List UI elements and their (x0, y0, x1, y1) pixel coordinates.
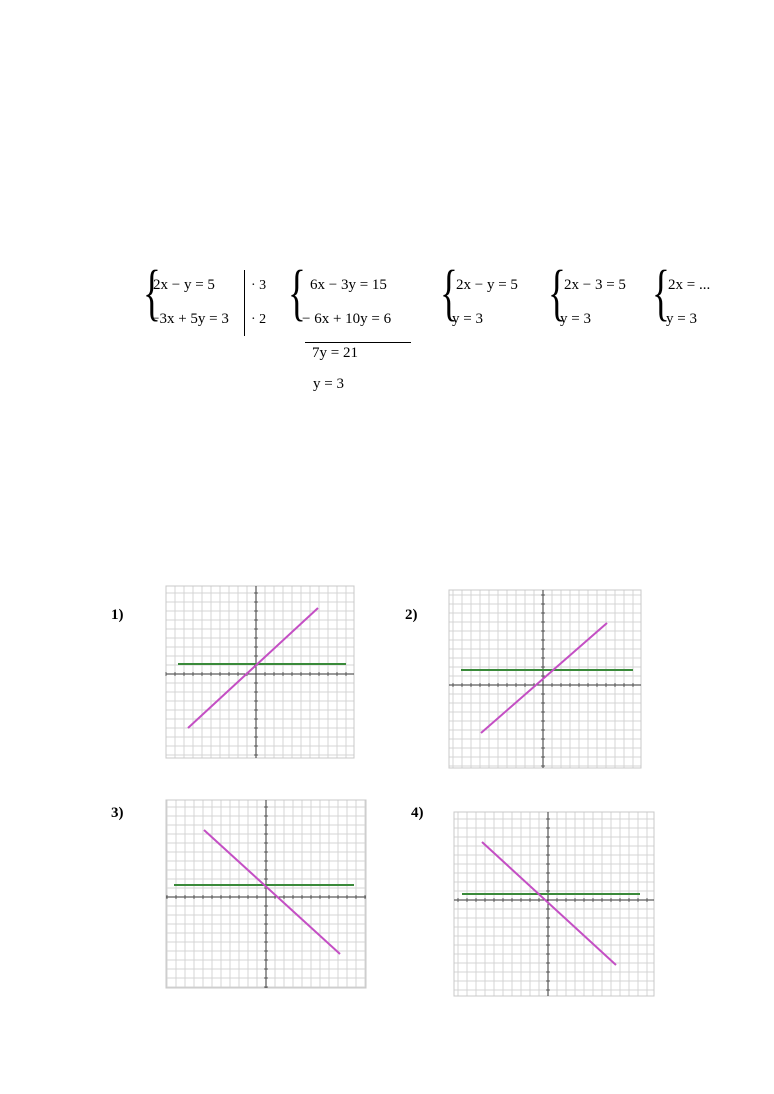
system-5-eq-2: y = 3 (666, 311, 697, 327)
sum-equation: 7y = 21 (312, 345, 358, 361)
plot-frame (449, 590, 641, 768)
plot-frame (454, 812, 654, 996)
system-1 (143, 259, 253, 340)
system-4 (548, 259, 648, 340)
graph-2 (445, 586, 645, 772)
sum-line (305, 342, 411, 343)
graph-4 (450, 808, 658, 1000)
diagonal-line (482, 842, 616, 965)
graph-label-3: 3) (111, 805, 124, 821)
brace-3: { (440, 259, 458, 327)
system-2 (288, 259, 408, 340)
system-5-eq-1: 2x = ... (668, 277, 711, 293)
system-3-eq-2: y = 3 (452, 311, 483, 327)
brace-1: { (143, 259, 161, 327)
grid-lines (449, 590, 641, 768)
result-equation: y = 3 (313, 376, 344, 392)
system-2-eq-2: − 6x + 10y = 6 (302, 311, 392, 327)
graph-label-2: 2) (405, 607, 418, 623)
grid-lines (166, 586, 354, 758)
system-4-eq-1: 2x − 3 = 5 (564, 277, 626, 293)
brace-5: { (652, 259, 670, 327)
brace-4: { (548, 259, 566, 327)
system-3-eq-1: 2x − y = 5 (456, 277, 518, 293)
multiplier-2: · 2 (251, 312, 267, 327)
system-1-eq-1: 2x − y = 5 (153, 277, 215, 293)
graph-label-1: 1) (111, 607, 124, 623)
multiplier-1: · 3 (251, 278, 267, 293)
multiplier-bar (244, 270, 245, 336)
system-5 (652, 259, 732, 340)
graph-1 (162, 582, 358, 762)
brace-2: { (288, 259, 306, 327)
system-4-eq-2: y = 3 (560, 311, 591, 327)
graph-label-4: 4) (411, 805, 424, 821)
graph-3 (162, 796, 370, 992)
system-3 (440, 259, 540, 340)
grid-lines (454, 812, 654, 996)
system-2-eq-1: 6x − 3y = 15 (310, 277, 387, 293)
plot-frame (166, 586, 354, 758)
system-1-eq-2: −3x + 5y = 3 (151, 311, 229, 327)
